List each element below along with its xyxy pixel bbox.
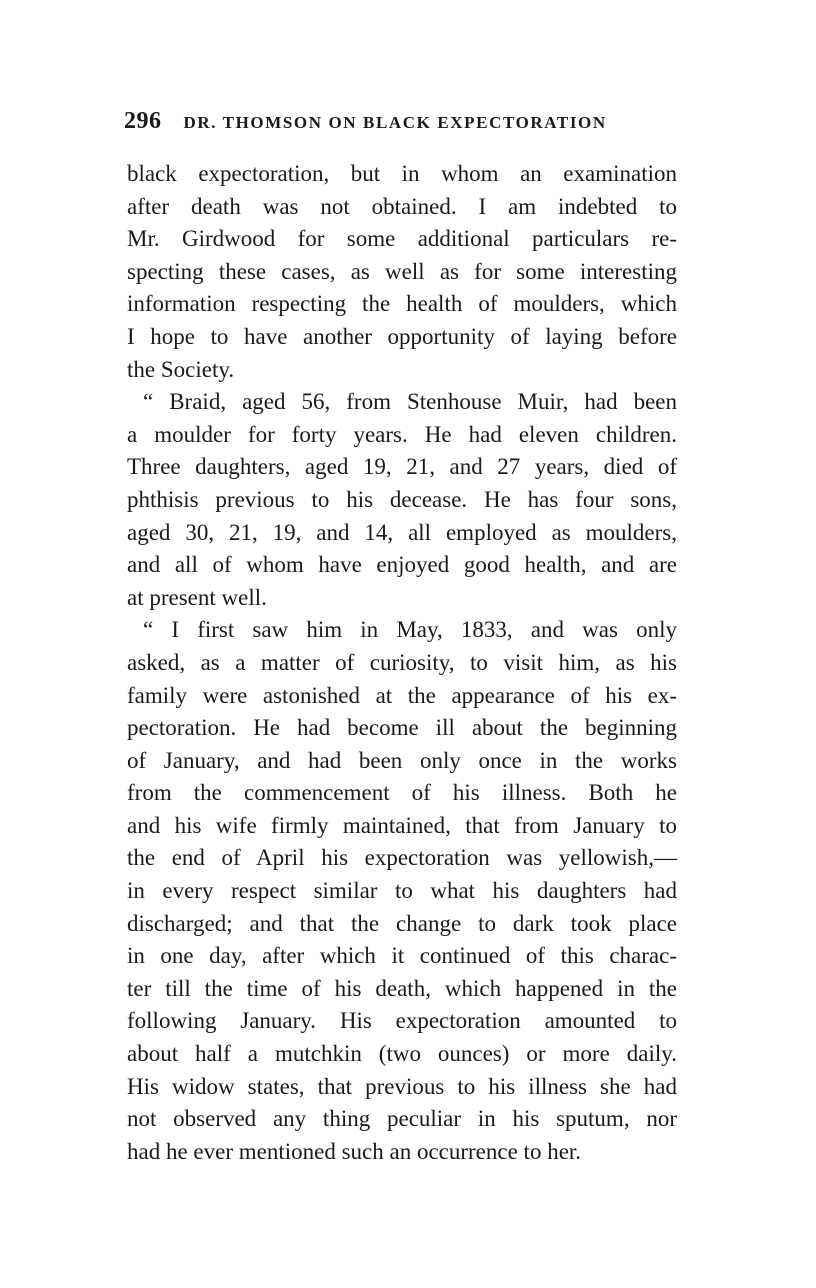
text-line: Mr. Girdwood for some additional particulars re- <box>127 226 677 252</box>
body-text <box>127 158 677 1168</box>
text-line: in one day, after which it continued of this charac- <box>127 943 677 969</box>
text-line: “ I first saw him in May, 1833, and was only <box>143 617 677 643</box>
text-line: information respecting the health of moulders, which <box>127 291 677 317</box>
text-line: asked, as a matter of curiosity, to visit him, as his <box>127 649 677 675</box>
text-line: about half a mutchkin (two ounces) or more daily. <box>127 1041 677 1067</box>
text-line: of January, and had been only once in the works <box>127 747 677 773</box>
text-line: not observed any thing peculiar in his sputum, nor <box>127 1106 677 1132</box>
running-title: DR. THOMSON ON BLACK EXPECTORATION <box>183 113 607 132</box>
text-line: at present well. <box>127 584 267 610</box>
text-line: family were astonished at the appearance of his ex- <box>127 682 677 708</box>
text-line: after death was not obtained. I am indebted to <box>127 193 677 219</box>
text-line: ter till the time of his death, which happened in the <box>127 975 677 1001</box>
text-line: Three daughters, aged 19, 21, and 27 years, died of <box>127 454 677 480</box>
text-line: discharged; and that the change to dark took place <box>127 910 677 936</box>
text-line: phthisis previous to his decease. He has four sons, <box>127 486 677 512</box>
text-line: and his wife firmly maintained, that from January to <box>127 812 677 838</box>
text-line: aged 30, 21, 19, and 14, all employed as moulders, <box>127 519 677 545</box>
text-line: in every respect similar to what his daughters had <box>127 878 677 904</box>
text-line: following January. His expectoration amounted to <box>127 1008 677 1034</box>
text-line: the Society. <box>127 356 235 382</box>
text-line: black expectoration, but in whom an examination <box>127 161 677 186</box>
text-line: a moulder for forty years. He had eleven children. <box>127 421 677 447</box>
text-line: specting these cases, as well as for some interesting <box>127 258 677 284</box>
text-line: “ Braid, aged 56, from Stenhouse Muir, had been <box>143 389 677 415</box>
text-line: His widow states, that previous to his illness she had <box>127 1073 677 1099</box>
text-line: I hope to have another opportunity of laying before <box>127 323 677 349</box>
text-line: and all of whom have enjoyed good health, and are <box>127 552 677 578</box>
text-line: pectoration. He had become ill about the beginning <box>127 715 677 741</box>
running-head <box>124 108 644 140</box>
page-number: 296 <box>124 108 162 134</box>
text-line: from the commencement of his illness. Both he <box>127 780 677 806</box>
text-line: the end of April his expectoration was yellowish,— <box>127 845 677 871</box>
text-line: had he ever mentioned such an occurrence to her. <box>127 1138 582 1164</box>
